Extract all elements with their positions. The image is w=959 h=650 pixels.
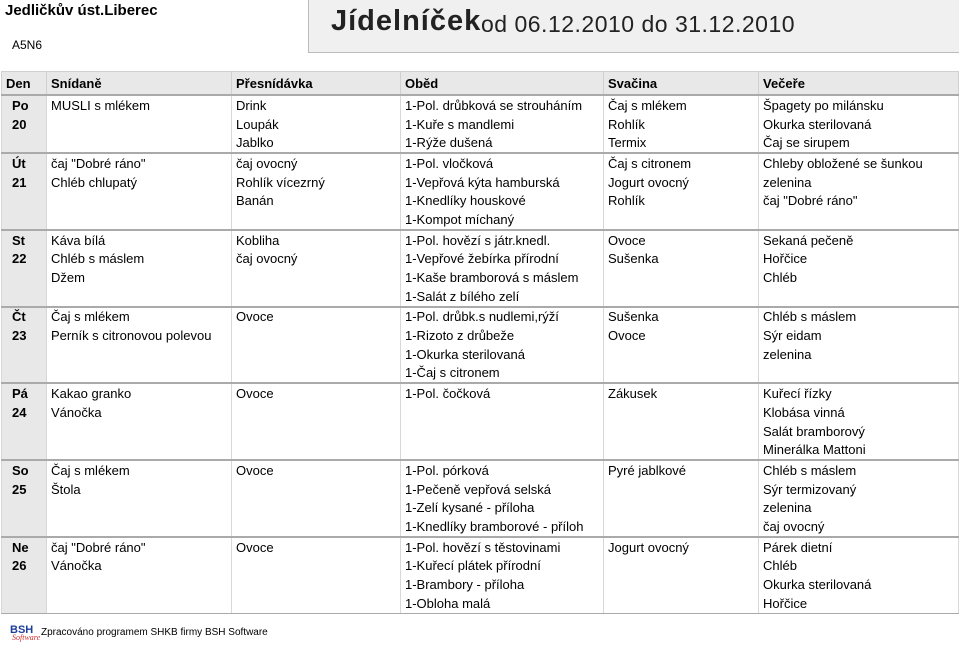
meal-breakfast <box>47 517 232 537</box>
meal-breakfast <box>47 575 232 594</box>
meal-breakfast <box>47 191 232 210</box>
meal-afternoon-snack <box>604 403 759 422</box>
meal-snack <box>232 268 401 287</box>
meal-breakfast <box>47 422 232 441</box>
column-header-snack: Přesnídávka <box>232 72 401 96</box>
meal-breakfast: Džem <box>47 268 232 287</box>
meal-snack <box>232 594 401 613</box>
meal-snack: Ovoce <box>232 460 401 480</box>
meal-breakfast: Chléb s máslem <box>47 250 232 269</box>
meal-snack <box>232 403 401 422</box>
meal-lunch: 1-Pol. vločková <box>401 153 604 173</box>
meal-lunch: 1-Pol. drůbk.s nudlemi,rýží <box>401 307 604 327</box>
meal-lunch: 1-Kuře s mandlemi <box>401 115 604 134</box>
menu-row <box>2 422 959 441</box>
day-cell <box>2 517 47 537</box>
meal-afternoon-snack: Zákusek <box>604 383 759 403</box>
meal-dinner: Minerálka Mattoni <box>759 440 959 460</box>
meal-dinner: Čaj se sirupem <box>759 133 959 153</box>
menu-row <box>2 191 959 210</box>
meal-dinner: Chléb s máslem <box>759 460 959 480</box>
meal-dinner: Sýr eidam <box>759 326 959 345</box>
meal-snack <box>232 422 401 441</box>
day-date: 20 <box>2 115 47 134</box>
meal-afternoon-snack <box>604 440 759 460</box>
meal-lunch: 1-Obloha malá <box>401 594 604 613</box>
meal-breakfast: Čaj s mlékem <box>47 307 232 327</box>
meal-snack <box>232 557 401 576</box>
meal-snack <box>232 364 401 384</box>
meal-breakfast <box>47 345 232 364</box>
meal-snack: Banán <box>232 191 401 210</box>
meal-lunch: 1-Rizoto z drůbeže <box>401 326 604 345</box>
menu-row <box>2 537 959 557</box>
day-date: 25 <box>2 480 47 499</box>
day-cell <box>2 345 47 364</box>
meal-dinner: Salát bramborový <box>759 422 959 441</box>
meal-afternoon-snack <box>604 287 759 307</box>
meal-afternoon-snack <box>604 557 759 576</box>
meal-lunch: 1-Rýže dušená <box>401 133 604 153</box>
meal-lunch: 1-Kompot míchaný <box>401 210 604 230</box>
day-cell <box>2 268 47 287</box>
meal-breakfast <box>47 594 232 613</box>
meal-snack <box>232 575 401 594</box>
meal-dinner: zelenina <box>759 345 959 364</box>
day-cell <box>2 133 47 153</box>
meal-afternoon-snack: Pyré jablkové <box>604 460 759 480</box>
meal-lunch: 1-Knedlíky houskové <box>401 191 604 210</box>
menu-row <box>2 115 959 134</box>
meal-breakfast: Vánočka <box>47 557 232 576</box>
meal-afternoon-snack: Rohlík <box>604 191 759 210</box>
meal-dinner: Chleby obložené se šunkou <box>759 153 959 173</box>
meal-afternoon-snack <box>604 268 759 287</box>
meal-dinner: čaj "Dobré ráno" <box>759 191 959 210</box>
meal-snack: Drink <box>232 95 401 115</box>
day-date: 23 <box>2 326 47 345</box>
menu-table <box>1 71 959 614</box>
day-cell <box>2 498 47 517</box>
meal-breakfast <box>47 115 232 134</box>
meal-dinner: Kuřecí řízky <box>759 383 959 403</box>
meal-dinner: Klobása vinná <box>759 403 959 422</box>
meal-snack <box>232 210 401 230</box>
meal-snack <box>232 326 401 345</box>
meal-lunch: 1-Pol. drůbková se strouháním <box>401 95 604 115</box>
meal-snack <box>232 498 401 517</box>
meal-afternoon-snack <box>604 594 759 613</box>
meal-dinner: čaj ovocný <box>759 517 959 537</box>
meal-snack: Rohlík vícezrný <box>232 173 401 192</box>
menu-row <box>2 364 959 384</box>
column-header-afternoon-snack: Svačina <box>604 72 759 96</box>
meal-breakfast <box>47 440 232 460</box>
meal-breakfast: Kakao granko <box>47 383 232 403</box>
meal-breakfast <box>47 498 232 517</box>
menu-row <box>2 307 959 327</box>
meal-breakfast: Perník s citronovou polevou <box>47 326 232 345</box>
meal-snack: Ovoce <box>232 537 401 557</box>
meal-afternoon-snack <box>604 480 759 499</box>
meal-dinner: Okurka sterilovaná <box>759 115 959 134</box>
page-title: Jídelníček <box>331 5 482 37</box>
meal-dinner: Párek dietní <box>759 537 959 557</box>
menu-row <box>2 594 959 613</box>
column-header-lunch: Oběd <box>401 72 604 96</box>
meal-dinner: Chléb <box>759 557 959 576</box>
meal-lunch: 1-Kaše bramborová s máslem <box>401 268 604 287</box>
meal-dinner: Okurka sterilovaná <box>759 575 959 594</box>
meal-lunch: 1-Salát z bílého zelí <box>401 287 604 307</box>
day-cell <box>2 210 47 230</box>
meal-afternoon-snack: Jogurt ovocný <box>604 173 759 192</box>
date-range: od 06.12.2010 do 31.12.2010 <box>481 11 796 37</box>
meal-afternoon-snack <box>604 517 759 537</box>
meal-dinner <box>759 364 959 384</box>
meal-lunch: 1-Vepřová kýta hamburská <box>401 173 604 192</box>
meal-afternoon-snack: Rohlík <box>604 115 759 134</box>
meal-lunch: 1-Pol. čočková <box>401 383 604 403</box>
column-header-day: Den <box>2 72 47 96</box>
column-header-breakfast: Snídaně <box>47 72 232 96</box>
column-header-dinner: Večeře <box>759 72 959 96</box>
meal-breakfast <box>47 364 232 384</box>
meal-lunch: 1-Okurka sterilovaná <box>401 345 604 364</box>
meal-dinner: Hořčice <box>759 250 959 269</box>
meal-dinner: Špagety po milánsku <box>759 95 959 115</box>
meal-snack: čaj ovocný <box>232 153 401 173</box>
meal-snack: Kobliha <box>232 230 401 250</box>
meal-lunch: 1-Pol. hovězí s těstovinami <box>401 537 604 557</box>
meal-lunch <box>401 422 604 441</box>
meal-afternoon-snack <box>604 364 759 384</box>
bsh-logo: BSH Software <box>10 624 41 642</box>
title-box <box>308 0 959 53</box>
menu-row <box>2 575 959 594</box>
day-name: St <box>2 230 47 250</box>
menu-row <box>2 210 959 230</box>
meal-afternoon-snack: Ovoce <box>604 326 759 345</box>
day-name: So <box>2 460 47 480</box>
meal-breakfast: Káva bílá <box>47 230 232 250</box>
meal-dinner <box>759 210 959 230</box>
meal-lunch: 1-Pol. pórková <box>401 460 604 480</box>
day-date: 24 <box>2 403 47 422</box>
day-cell <box>2 594 47 613</box>
meal-dinner: zelenina <box>759 173 959 192</box>
meal-breakfast: Čaj s mlékem <box>47 460 232 480</box>
meal-lunch: 1-Knedlíky bramborové - příloh <box>401 517 604 537</box>
menu-row <box>2 383 959 403</box>
day-name: Pá <box>2 383 47 403</box>
meal-dinner <box>759 287 959 307</box>
day-cell <box>2 191 47 210</box>
meal-breakfast: čaj "Dobré ráno" <box>47 537 232 557</box>
meal-breakfast: Štola <box>47 480 232 499</box>
menu-row <box>2 95 959 115</box>
meal-afternoon-snack <box>604 575 759 594</box>
meal-snack: Loupák <box>232 115 401 134</box>
meal-dinner: Sekaná pečeně <box>759 230 959 250</box>
meal-snack <box>232 480 401 499</box>
meal-lunch: 1-Pol. hovězí s játr.knedl. <box>401 230 604 250</box>
day-name: Po <box>2 95 47 115</box>
meal-lunch: 1-Vepřové žebírka přírodní <box>401 250 604 269</box>
menu-code: A5N6 <box>12 38 43 52</box>
meal-afternoon-snack: Čaj s mlékem <box>604 95 759 115</box>
meal-lunch: 1-Čaj s citronem <box>401 364 604 384</box>
meal-lunch: 1-Pečeně vepřová selská <box>401 480 604 499</box>
day-cell <box>2 440 47 460</box>
meal-snack: Jablko <box>232 133 401 153</box>
meal-afternoon-snack: Termix <box>604 133 759 153</box>
menu-row <box>2 230 959 250</box>
meal-dinner: Chléb <box>759 268 959 287</box>
meal-snack: Ovoce <box>232 383 401 403</box>
meal-breakfast <box>47 210 232 230</box>
menu-row <box>2 440 959 460</box>
meal-dinner: Chléb s máslem <box>759 307 959 327</box>
menu-row <box>2 250 959 269</box>
meal-lunch <box>401 403 604 422</box>
organization-name: Jedličkův úst.Liberec <box>5 2 158 19</box>
meal-breakfast: MUSLI s mlékem <box>47 95 232 115</box>
menu-row <box>2 517 959 537</box>
menu-row <box>2 498 959 517</box>
menu-row <box>2 403 959 422</box>
day-cell <box>2 287 47 307</box>
meal-dinner: Sýr termizovaný <box>759 480 959 499</box>
day-cell <box>2 364 47 384</box>
menu-row <box>2 345 959 364</box>
meal-breakfast: Vánočka <box>47 403 232 422</box>
meal-lunch: 1-Brambory - příloha <box>401 575 604 594</box>
day-date: 26 <box>2 557 47 576</box>
meal-breakfast: Chléb chlupatý <box>47 173 232 192</box>
menu-row <box>2 287 959 307</box>
meal-afternoon-snack <box>604 422 759 441</box>
meal-snack: Ovoce <box>232 307 401 327</box>
day-name: Út <box>2 153 47 173</box>
meal-afternoon-snack <box>604 345 759 364</box>
meal-breakfast <box>47 133 232 153</box>
day-date: 22 <box>2 250 47 269</box>
day-name: Čt <box>2 307 47 327</box>
meal-lunch: 1-Zelí kysané - příloha <box>401 498 604 517</box>
meal-dinner: zelenina <box>759 498 959 517</box>
menu-body <box>2 95 959 613</box>
menu-row <box>2 326 959 345</box>
menu-row <box>2 173 959 192</box>
meal-dinner: Hořčice <box>759 594 959 613</box>
meal-afternoon-snack <box>604 498 759 517</box>
meal-afternoon-snack: Sušenka <box>604 307 759 327</box>
day-cell <box>2 575 47 594</box>
meal-breakfast <box>47 287 232 307</box>
menu-row <box>2 133 959 153</box>
menu-row <box>2 460 959 480</box>
day-name: Ne <box>2 537 47 557</box>
menu-row <box>2 268 959 287</box>
meal-snack <box>232 287 401 307</box>
menu-row <box>2 480 959 499</box>
meal-snack <box>232 517 401 537</box>
meal-afternoon-snack: Sušenka <box>604 250 759 269</box>
meal-snack <box>232 440 401 460</box>
meal-afternoon-snack: Čaj s citronem <box>604 153 759 173</box>
footer-text: Zpracováno programem SHKB firmy BSH Software <box>41 627 268 638</box>
meal-snack: čaj ovocný <box>232 250 401 269</box>
menu-row <box>2 153 959 173</box>
meal-afternoon-snack: Ovoce <box>604 230 759 250</box>
day-cell <box>2 422 47 441</box>
meal-snack <box>232 345 401 364</box>
meal-lunch: 1-Kuřecí plátek přírodní <box>401 557 604 576</box>
meal-lunch <box>401 440 604 460</box>
meal-afternoon-snack <box>604 210 759 230</box>
menu-row <box>2 557 959 576</box>
day-date: 21 <box>2 173 47 192</box>
meal-breakfast: čaj "Dobré ráno" <box>47 153 232 173</box>
header-row <box>2 72 959 96</box>
meal-afternoon-snack: Jogurt ovocný <box>604 537 759 557</box>
